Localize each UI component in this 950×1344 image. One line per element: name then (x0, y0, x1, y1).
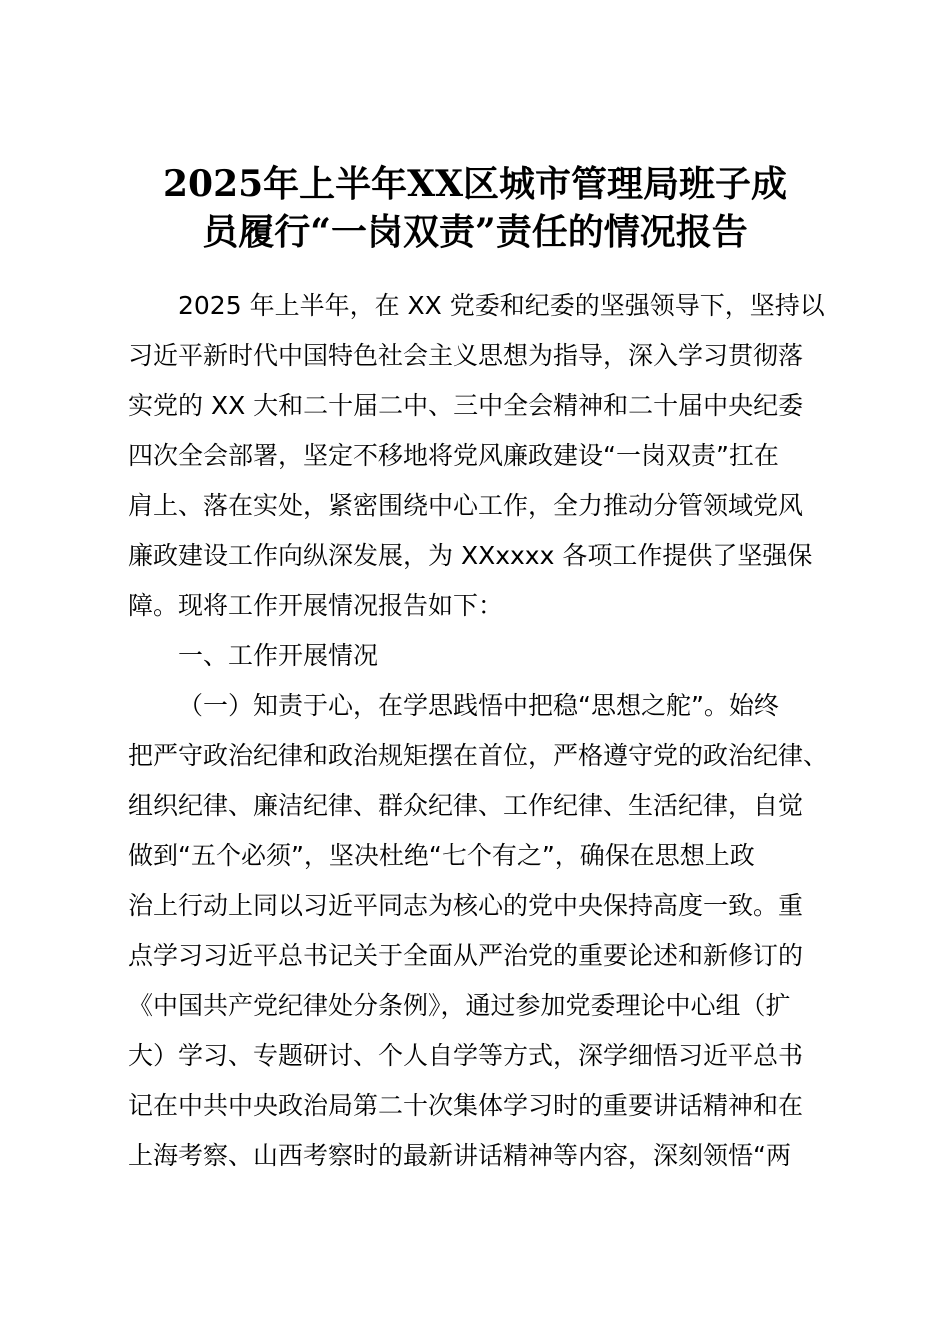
subsection-heading-line: （一）知责于心，在学思践悟中把稳“思想之舵”。始终 (178, 691, 779, 720)
paragraph-line: 点学习习近平总书记关于全面从严治党的重要论述和新修订的 (128, 941, 804, 970)
paragraph-line: 做到“五个必须”，坚决杜绝“七个有之”，确保在思想上政 (128, 841, 755, 870)
report-body (128, 281, 848, 1181)
report-title (100, 160, 850, 256)
paragraph-line: 《中国共产党纪律处分条例》，通过参加党委理论中心组（扩 (128, 991, 791, 1020)
paragraph-line: 上海考察、山西考察时的最新讲话精神等内容，深刻领悟“两 (128, 1141, 791, 1170)
paragraph-line: 实党的 XX 大和二十届二中、三中全会精神和二十届中央纪委 (128, 391, 804, 420)
paragraph-line: 肩上、落在实处，紧密围绕中心工作，全力推动分管领域党风 (128, 491, 804, 520)
paragraph-line: 2025 年上半年，在 XX 党委和纪委的坚强领导下，坚持以 (178, 291, 825, 320)
paragraph-line: 习近平新时代中国特色社会主义思想为指导，深入学习贯彻落 (128, 341, 804, 370)
paragraph-line: 组织纪律、廉洁纪律、群众纪律、工作纪律、生活纪律，自觉 (128, 791, 804, 820)
title-line-2: 员履行“一岗双责”责任的情况报告 (202, 211, 748, 253)
paragraph-line: 四次全会部署，坚定不移地将党风廉政建设“一岗双责”扛在 (128, 441, 779, 470)
paragraph-line: 障。现将工作开展情况报告如下： (128, 591, 504, 620)
paragraph-line: 记在中共中央政治局第二十次集体学习时的重要讲话精神和在 (128, 1091, 804, 1120)
section-heading: 一、工作开展情况 (178, 641, 379, 670)
title-line-1: 2025年上半年XX区城市管理局班子成 (162, 163, 788, 205)
paragraph-line: 治上行动上同以习近平同志为核心的党中央保持高度一致。重 (128, 891, 804, 920)
paragraph-line: 把严守政治纪律和政治规矩摆在首位，严格遵守党的政治纪律、 (128, 741, 829, 770)
paragraph-line: 廉政建设工作向纵深发展，为 XXxxxx 各项工作提供了坚强保 (128, 541, 813, 570)
paragraph-line: 大）学习、专题研讨、个人自学等方式，深学细悟习近平总书 (128, 1041, 804, 1070)
